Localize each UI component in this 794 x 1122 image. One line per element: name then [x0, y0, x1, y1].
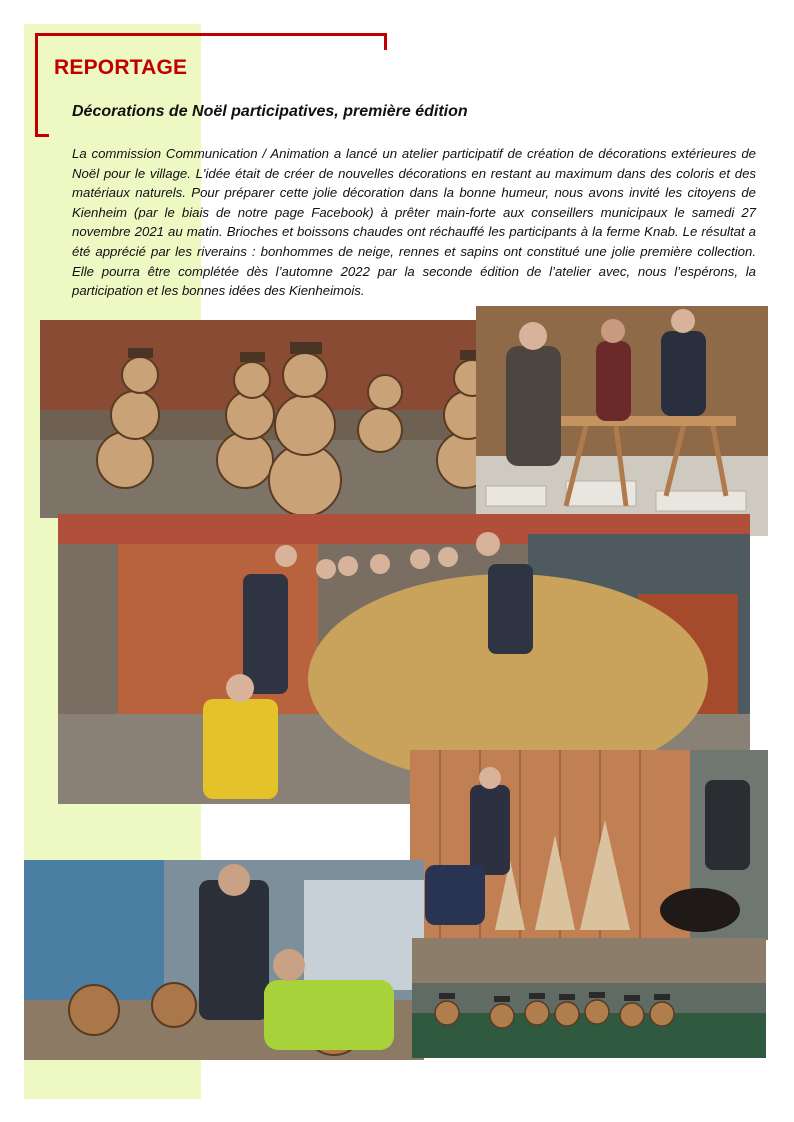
photo-finished-snowmen-table	[412, 938, 766, 1058]
photo-reindeer-trees	[410, 750, 768, 940]
article-headline: Décorations de Noël participatives, première édition	[72, 103, 468, 120]
photo-workshop-trestles	[476, 306, 768, 536]
article-body: La commission Communication / Animation a lancé un atelier participatif de création de décorations extérieures de Noël pour le village. L'idée était de créer de nouvelles décorations en restant au maximum dans des coloris et des matériaux naturels. Pour préparer cette jolie décoration dans la bonne humeur, nous avons invité les citoyens de Kienheim (par le biais de notre page Facebook) à prêter main-forte aux conseillers municipaux le samedi 27 novembre 2021 au matin. Brioches et boissons chaudes ont réchauffé les participants à la ferme Knab. Le résultat a été apprécié par les riverains : bonhommes de neige, rennes et sapins ont constitué une jolie première collection. Elle pourra être complétée dès l’automne 2022 par la seconde édition de l’atelier avec, nous l’espérons, la participation et les bonnes idées des Kienheimois.	[72, 146, 756, 299]
section-label: REPORTAGE	[54, 56, 188, 79]
title-frame-top	[35, 33, 387, 36]
title-frame-right	[384, 33, 387, 50]
photo-wooden-snowmen	[40, 320, 482, 518]
photo-painting-snowmen	[24, 860, 424, 1060]
title-frame-left	[35, 33, 38, 137]
title-frame-bottom	[35, 134, 49, 137]
